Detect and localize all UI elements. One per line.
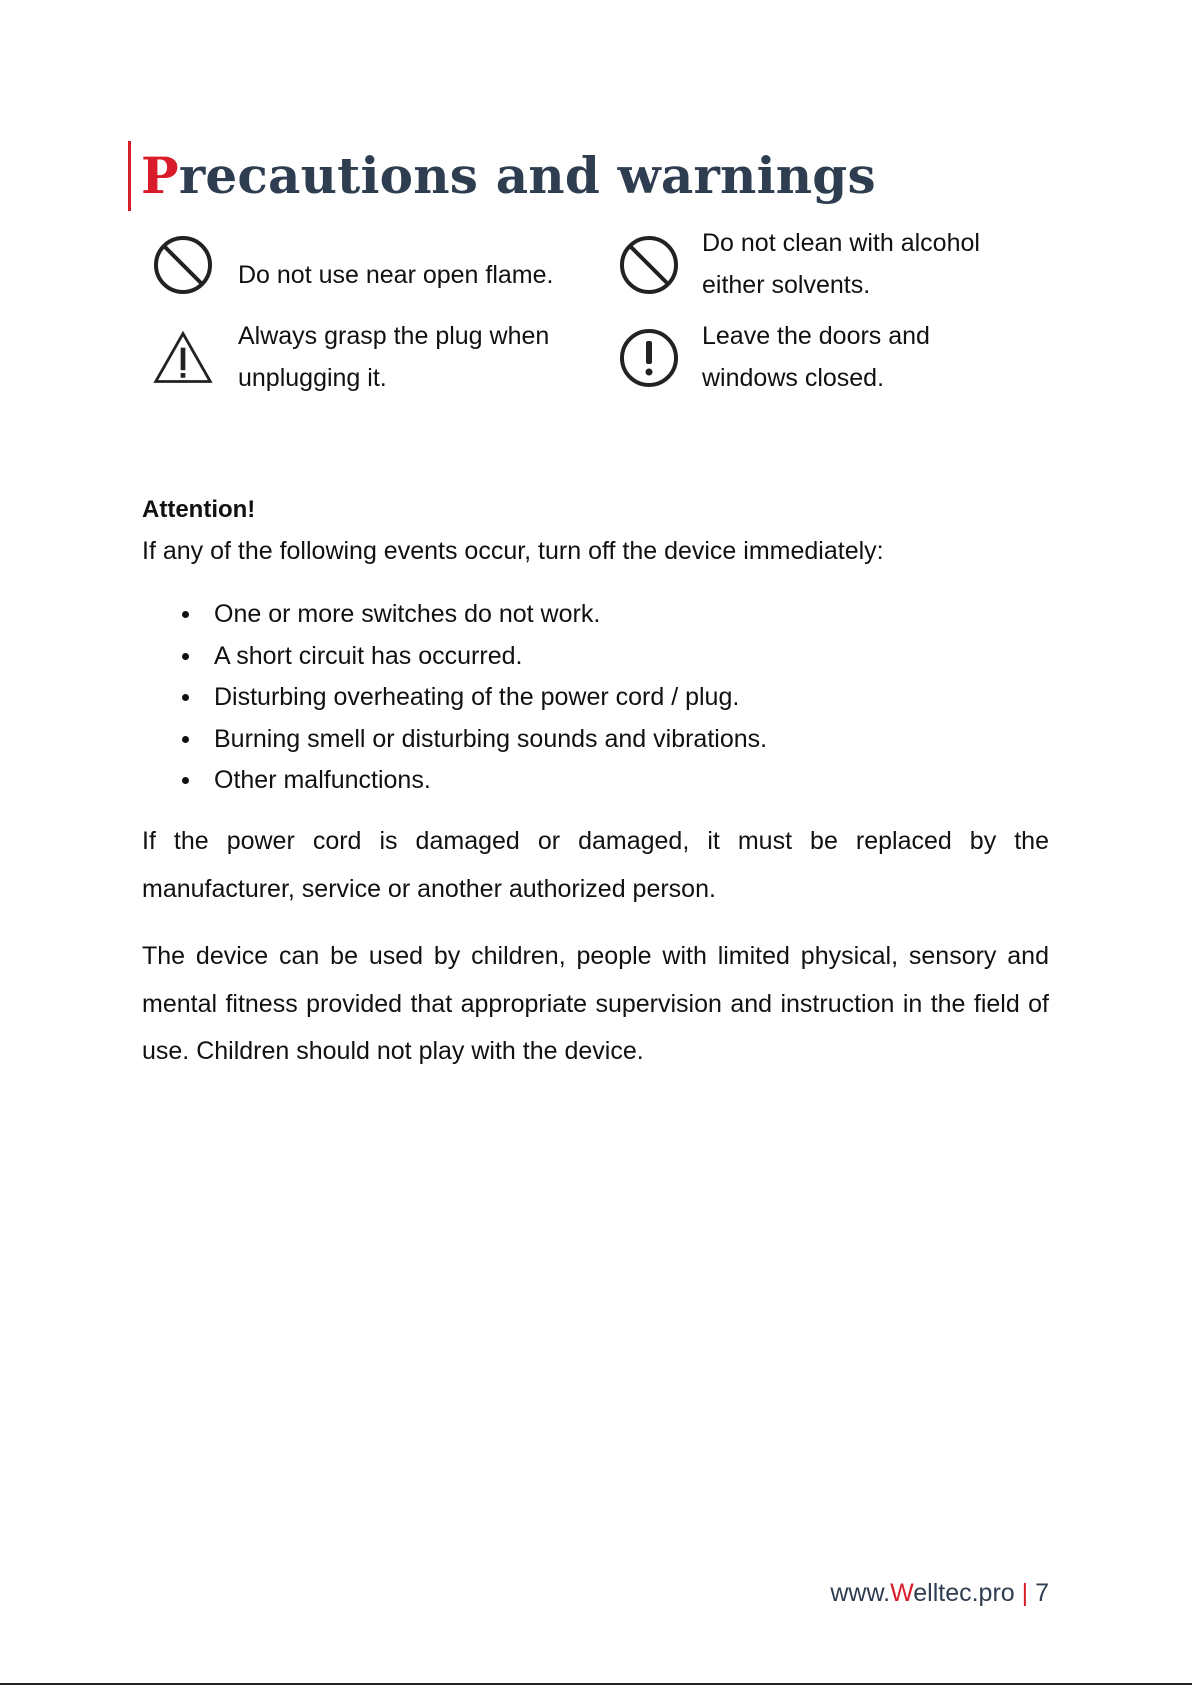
list-item bbox=[142, 594, 767, 636]
list-item bbox=[142, 677, 767, 719]
list-item-text: One or more switches do not work. bbox=[214, 600, 601, 628]
attention-intro: If any of the following events occur, turn off the device immediately: bbox=[142, 537, 884, 565]
event-list bbox=[142, 594, 767, 802]
bullet-icon bbox=[182, 777, 189, 784]
list-item bbox=[142, 636, 767, 678]
warning-triangle-icon bbox=[152, 327, 214, 389]
warning-text bbox=[238, 254, 553, 296]
prohibited-icon bbox=[618, 234, 680, 296]
footer-url-prefix: www. bbox=[830, 1579, 891, 1607]
page-title bbox=[128, 141, 876, 211]
warning-text-line: unplugging it. bbox=[238, 364, 387, 392]
warning-text bbox=[702, 222, 980, 306]
power-cord-paragraph: If the power cord is damaged or damaged, it must be replaced by the manufacturer, service or another authorized person. bbox=[142, 827, 1049, 903]
footer-url-highlight: W bbox=[890, 1579, 914, 1607]
warning-text bbox=[702, 315, 930, 399]
warning-text bbox=[238, 315, 549, 399]
warning-item bbox=[618, 322, 930, 392]
title-accent-bar bbox=[128, 141, 131, 211]
bullet-icon bbox=[182, 694, 189, 701]
warning-text-line: Always grasp the plug when bbox=[238, 322, 550, 350]
list-item bbox=[142, 760, 767, 802]
bullet-icon bbox=[182, 611, 189, 618]
bullet-icon bbox=[182, 653, 189, 660]
footer-separator: | bbox=[1021, 1579, 1029, 1607]
warning-text-line: Do not clean with alcohol bbox=[702, 229, 980, 257]
title-rest: recautions and warnings bbox=[178, 146, 876, 205]
page-footer bbox=[830, 1573, 1049, 1613]
exclamation-circle-icon bbox=[618, 327, 680, 389]
list-item bbox=[142, 719, 767, 761]
children-use-paragraph: The device can be used by children, people with limited physical, sensory and mental fitness provided that appropriate supervision and instruction in the field of use. Children should not play with the device. bbox=[142, 942, 1049, 1065]
prohibited-icon bbox=[152, 234, 214, 296]
warning-item bbox=[152, 234, 554, 296]
list-item-text: Other malfunctions. bbox=[214, 766, 431, 794]
warning-text-line: either solvents. bbox=[702, 271, 871, 299]
bullet-icon bbox=[182, 736, 189, 743]
warning-text-line: Do not use near open flame. bbox=[238, 261, 554, 289]
warning-text-line: windows closed. bbox=[702, 364, 885, 392]
list-item-text: Disturbing overheating of the power cord / plug. bbox=[214, 683, 740, 711]
list-item-text: A short circuit has occurred. bbox=[214, 641, 523, 670]
warning-item bbox=[152, 322, 550, 392]
attention-label: Attention! bbox=[142, 496, 256, 523]
title-first-letter: P bbox=[141, 146, 179, 205]
page-number: 7 bbox=[1035, 1579, 1049, 1607]
list-item-text: Burning smell or disturbing sounds and vibrations. bbox=[214, 724, 768, 753]
warning-text-line: Leave the doors and bbox=[702, 322, 930, 350]
footer-url-domain: elltec.pro bbox=[913, 1579, 1015, 1607]
title-text bbox=[141, 146, 876, 205]
warning-item bbox=[618, 229, 980, 299]
